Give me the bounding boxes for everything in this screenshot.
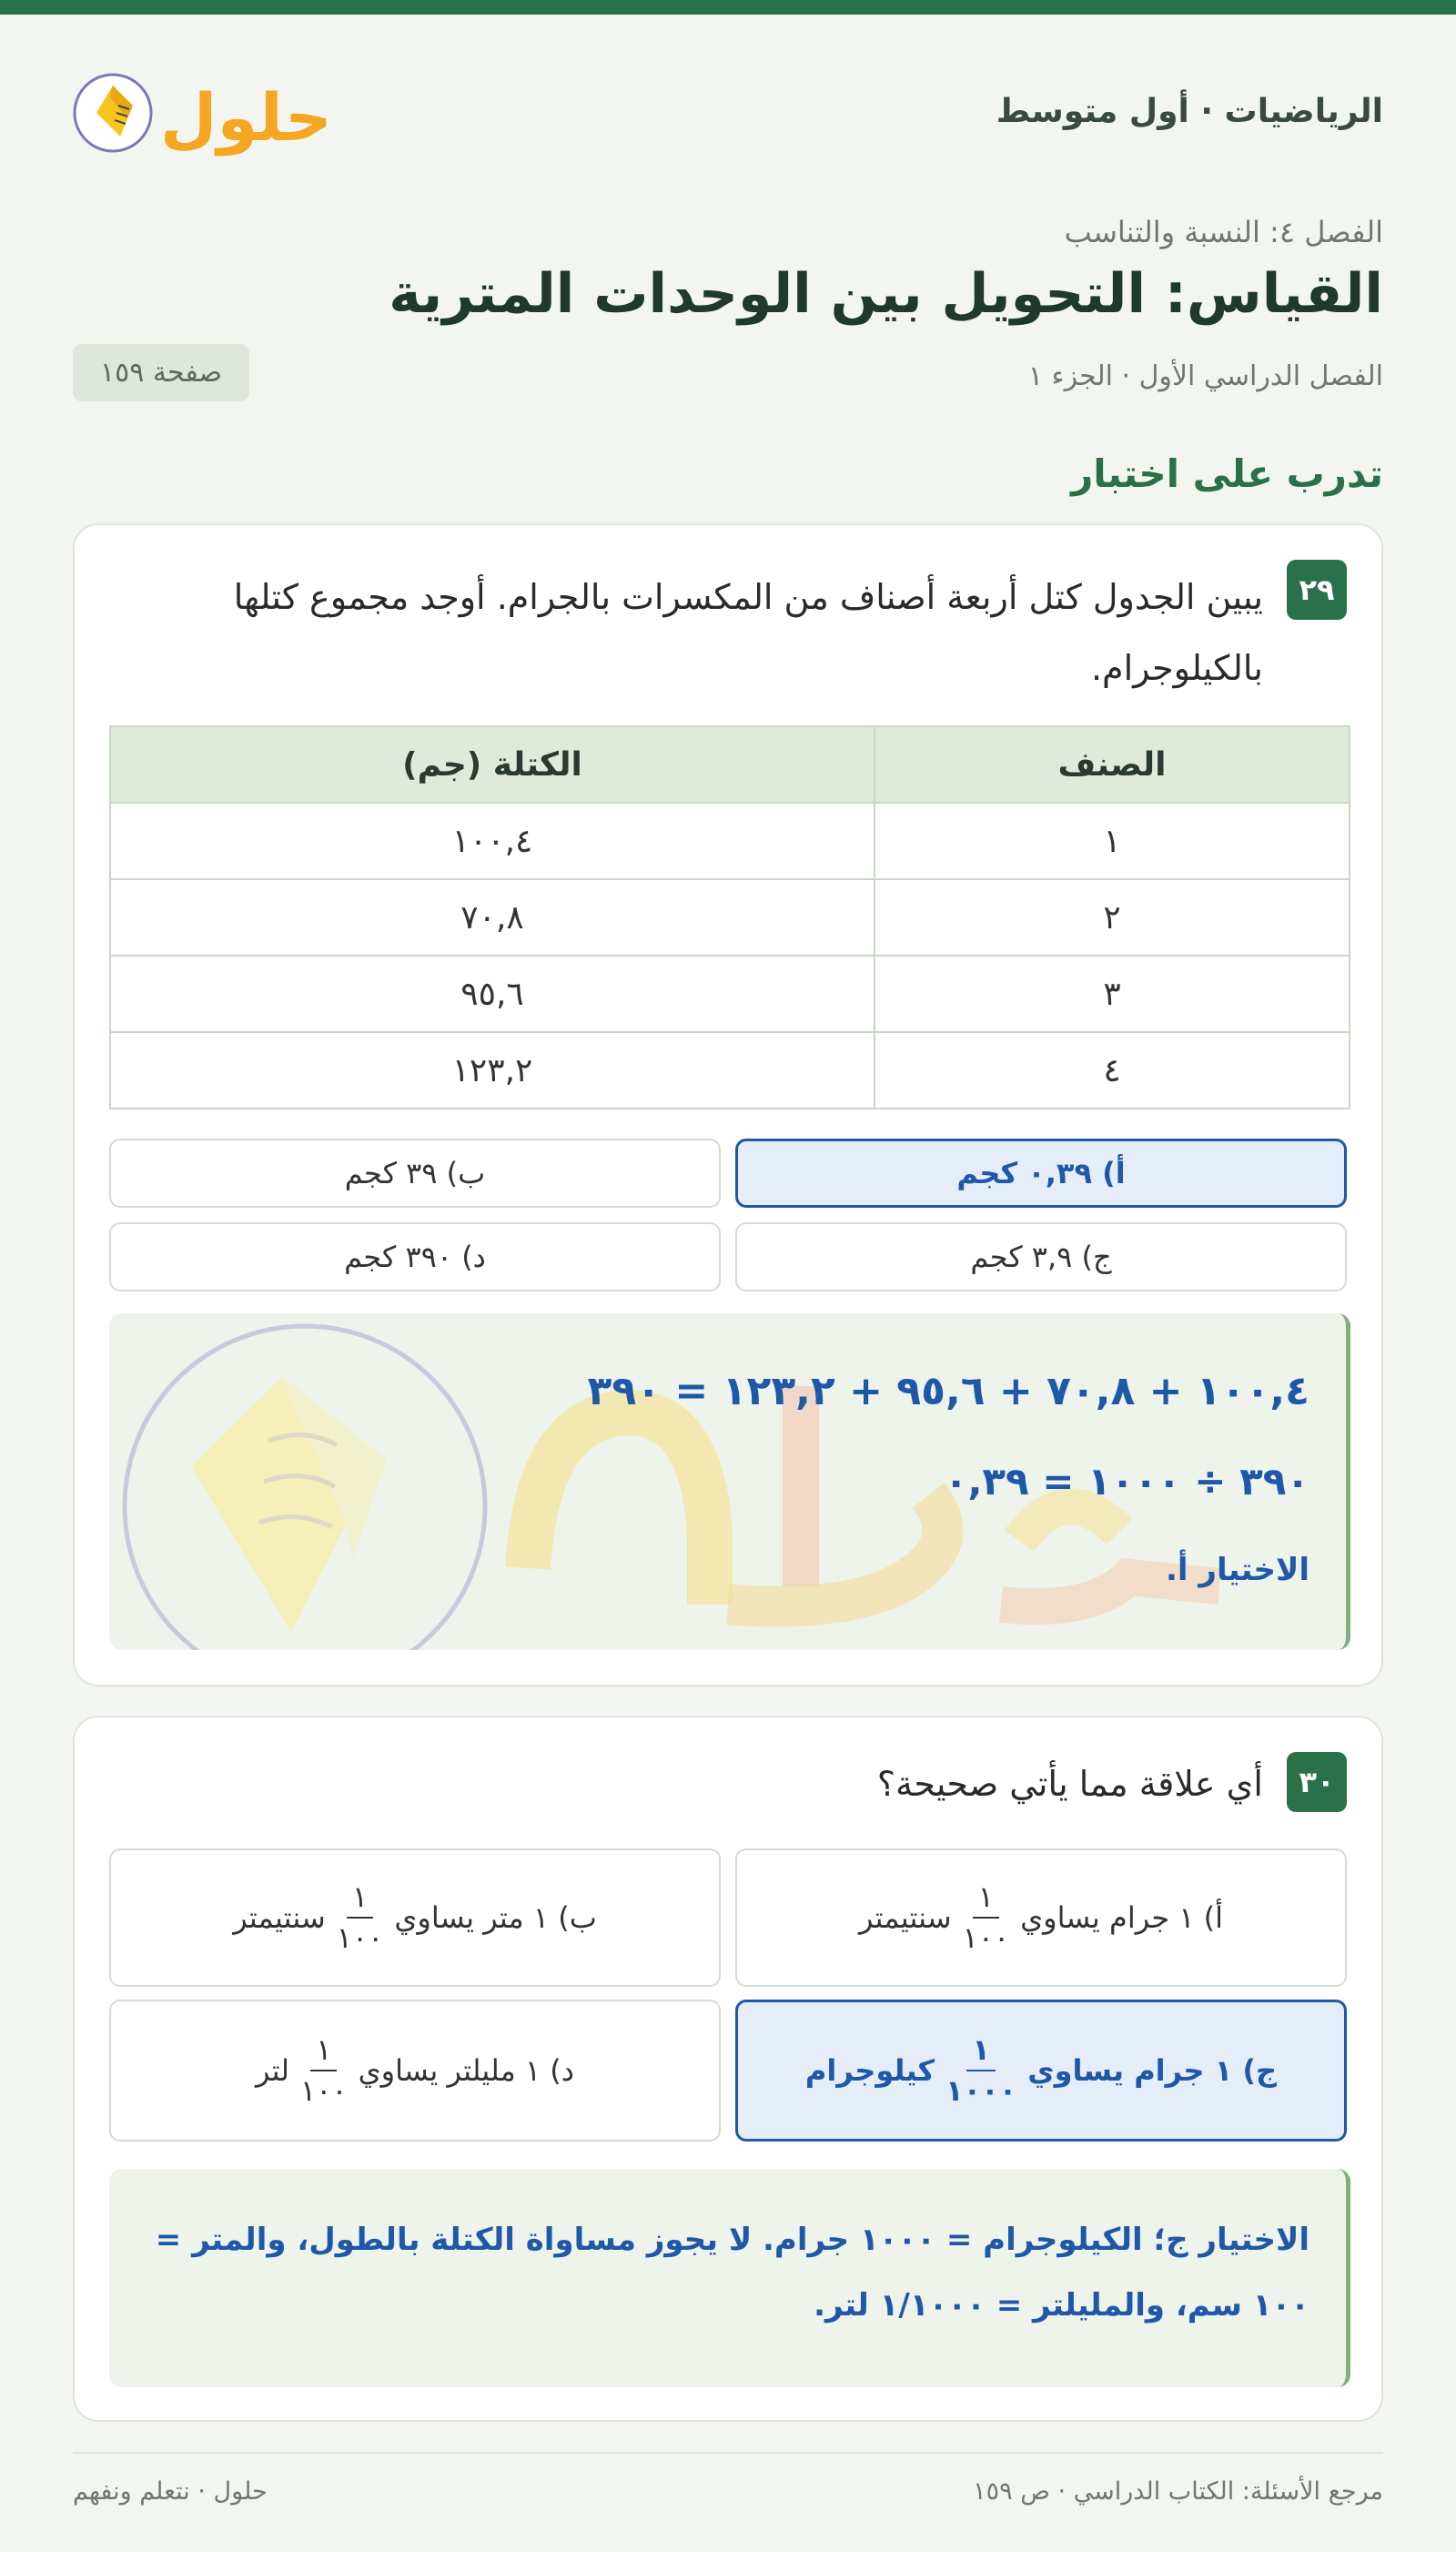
question-text: يبين الجدول كتل أربعة أصناف من المكسرات بالجرام. أوجد مجموع كتلها بالكيلوجرام. — [233, 577, 1263, 688]
option-b[interactable] — [109, 1848, 721, 1987]
page-badge: صفحة ١٥٩ — [73, 344, 249, 401]
solution-box — [109, 1313, 1350, 1650]
option-a[interactable] — [735, 1848, 1347, 1987]
fraction-numerator: ١ — [347, 1881, 373, 1919]
question-number: ٢٩ — [1287, 560, 1347, 620]
table-cell: ٩٥,٦ — [110, 956, 875, 1032]
mass-table — [109, 725, 1350, 1109]
table-header-type: الصنف — [875, 726, 1350, 803]
header — [73, 15, 1383, 169]
question-card-29 — [73, 523, 1383, 1686]
fraction-denominator: ١٠٠ — [962, 1920, 1010, 1955]
option-suffix: سنتيمتر — [858, 1900, 952, 1935]
option-prefix: ج) ١ جرام يساوي — [1027, 2053, 1278, 2088]
fraction — [300, 2031, 348, 2108]
option-prefix: أ) ١ جرام يساوي — [1020, 1900, 1224, 1935]
table-cell: ٣ — [875, 956, 1350, 1032]
table-cell: ١ — [875, 803, 1350, 879]
top-accent-bar — [0, 0, 1456, 15]
fraction — [337, 1881, 384, 1954]
option-content — [255, 2031, 575, 2108]
option-prefix: د) ١ مليلتر يساوي — [358, 2053, 575, 2088]
logo-text: حلول — [160, 79, 332, 156]
table-header-mass: الكتلة (جم) — [110, 726, 875, 803]
table-row — [110, 803, 1350, 879]
table-row — [110, 956, 1350, 1032]
table-cell: ١٠٠,٤ — [110, 803, 875, 879]
option-c[interactable] — [735, 2000, 1347, 2142]
fraction-denominator: ١٠٠ — [300, 2073, 348, 2108]
table-cell: ٢ — [875, 879, 1350, 956]
solution-line-2: ٣٩٠ ÷ ١٠٠٠ = ٠,٣٩ — [944, 1459, 1309, 1504]
option-c[interactable]: ج) ٣,٩ كجم — [735, 1222, 1347, 1291]
fraction-denominator: ١٠٠٠ — [945, 2073, 1017, 2108]
solution-line-1: ١٠٠,٤ + ٧٠,٨ + ٩٥,٦ + ١٢٣,٢ = ٣٩٠ — [587, 1368, 1309, 1414]
option-prefix: ب) ١ متر يساوي — [394, 1900, 597, 1935]
fraction — [945, 2031, 1017, 2108]
brand-logo[interactable] — [73, 60, 346, 178]
table-cell: ٧٠,٨ — [110, 879, 875, 956]
solution-answer: الاختيار أ. — [1166, 1552, 1309, 1588]
table-cell: ٤ — [875, 1032, 1350, 1109]
footer-divider — [73, 2452, 1383, 2454]
table-cell: ١٢٣,٢ — [110, 1032, 875, 1109]
option-suffix: سنتيمتر — [233, 1900, 326, 1935]
option-content — [233, 1881, 597, 1954]
option-d[interactable] — [109, 2000, 721, 2142]
option-a[interactable]: أ) ٠,٣٩ كجم — [735, 1139, 1347, 1208]
section-title: تدرب على اختبار — [1071, 451, 1383, 496]
option-d[interactable]: د) ٣٩٠ كجم — [109, 1222, 721, 1291]
page-container — [73, 15, 1383, 2422]
page-title: القياس: التحويل بين الوحدات المترية — [389, 262, 1383, 326]
option-content — [859, 1881, 1223, 1954]
chapter-label: الفصل ٤: النسبة والتناسب — [1064, 215, 1383, 249]
meta-row — [73, 344, 1383, 411]
question-number: ٣٠ — [1287, 1752, 1347, 1812]
option-content — [804, 2031, 1278, 2108]
table-row — [110, 1032, 1350, 1109]
logo-icon — [73, 60, 346, 178]
fraction-numerator: ١ — [310, 2034, 337, 2071]
table-row — [110, 879, 1350, 956]
subject-label: الرياضيات · أول متوسط — [996, 93, 1383, 130]
option-b[interactable]: ب) ٣٩ كجم — [109, 1139, 721, 1208]
question-card-30 — [73, 1716, 1383, 2422]
fraction-numerator: ١ — [973, 1881, 999, 1919]
term-label: الفصل الدراسي الأول · الجزء ١ — [1027, 360, 1383, 392]
option-suffix: كيلوجرام — [804, 2053, 935, 2088]
fraction — [963, 1881, 1010, 1954]
footer-reference: مرجع الأسئلة: الكتاب الدراسي · ص ١٥٩ — [973, 2477, 1383, 2506]
fraction-numerator: ١ — [966, 2034, 996, 2071]
footer-tagline: حلول · نتعلم ونفهم — [73, 2477, 268, 2506]
option-suffix: لتر — [255, 2053, 290, 2088]
question-text: أي علاقة مما يأتي صحيحة؟ — [876, 1764, 1263, 1804]
solution-text: الاختيار ج؛ الكيلوجرام = ١٠٠٠ جرام. لا يجوز مساواة الكتلة بالطول، والمتر = ١٠٠ سم، والمليلتر = ١/١٠٠٠ لتر. — [155, 2222, 1309, 2324]
solution-box — [109, 2169, 1350, 2387]
fraction-denominator: ١٠٠ — [336, 1920, 384, 1955]
table-header-row — [110, 726, 1350, 803]
